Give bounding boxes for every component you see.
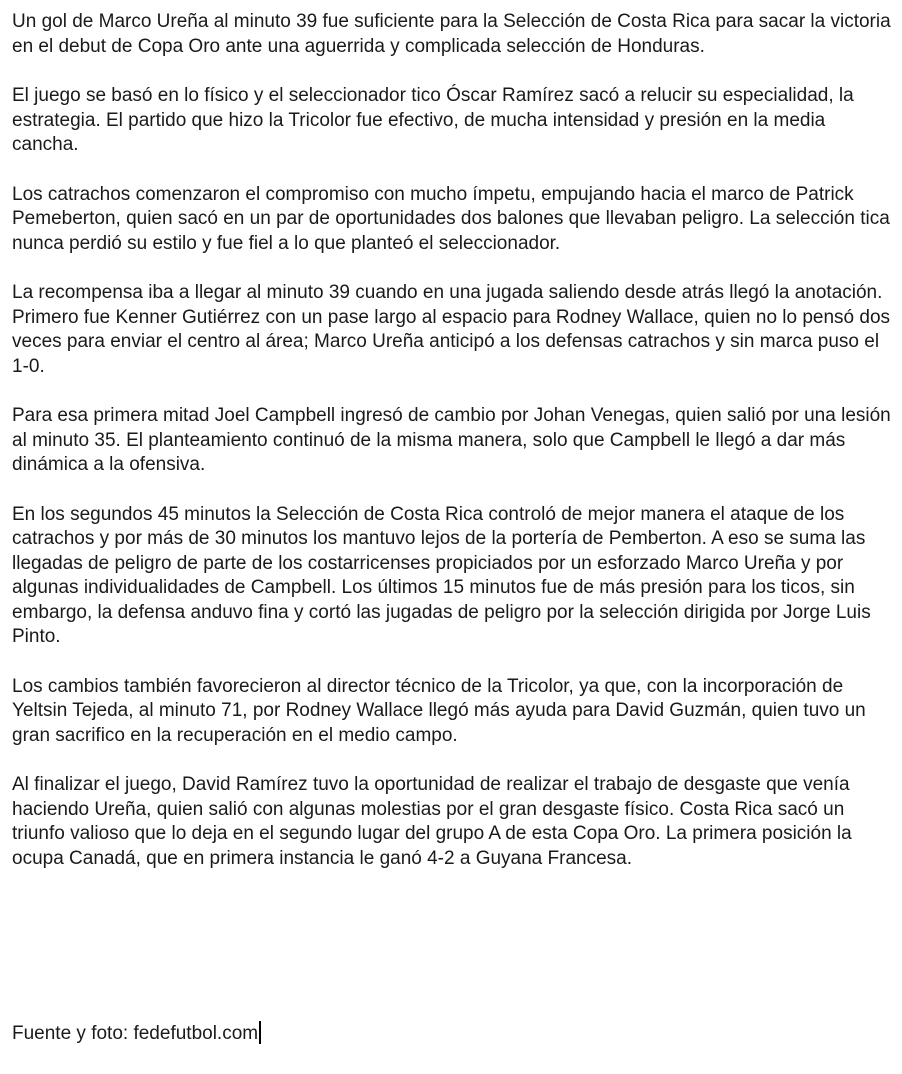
paragraph-2: El juego se basó en lo físico y el seleccionador tico Óscar Ramírez sacó a relucir su especialidad, la estrategia. El partido que hizo la Tricolor fue efectivo, de mucha intensidad y presión en la media cancha. bbox=[12, 85, 854, 155]
paragraph-7: Los cambios también favorecieron al director técnico de la Tricolor, ya que, con la incorporación de Yeltsin Tejeda, al minuto 71, por Rodney Wallace llegó más ayuda para David Guzmán, quien tuvo un gran sacrifico en la recuperación en el medio campo. bbox=[12, 675, 866, 746]
paragraph-1: Un gol de Marco Ureña al minuto 39 fue suficiente para la Selección de Costa Rica para sacar la victoria en el debut de Copa Oro ante una aguerrida y complicada selección de Honduras. bbox=[12, 11, 891, 57]
paragraph-6: En los segundos 45 minutos la Selección de Costa Rica controló de mejor manera el ataque de los catrachos y por más de 30 minutos los mantuvo lejos de la portería de Pemberton. A eso se suma las llegadas de peligro de parte de los costarricenses propiciados por un esforzado Marco Ureña y por algunas individualidades de Campbell. Los últimos 15 minutos fue de más presión para los ticos, sin embargo, la defensa anduvo fina y cortó las jugadas de peligro por la selección dirigida por Jorge Luis Pinto. bbox=[12, 503, 871, 647]
paragraph-5: Para esa primera mitad Joel Campbell ingresó de cambio por Johan Venegas, quien salió por una lesión al minuto 35. El planteamiento continuó de la misma manera, solo que Campbell le llegó a dar más dinámica a la ofensiva. bbox=[12, 405, 891, 475]
article-body[interactable] bbox=[12, 10, 896, 896]
paragraph-3: Los catrachos comenzaron el compromiso con mucho ímpetu, empujando hacia el marco de Patrick Pemeberton, quien sacó en un par de oportunidades dos balones que llevaban peligro. La selección tica nunca perdió su estilo y fue fiel a lo que planteó el seleccionador. bbox=[12, 183, 890, 254]
paragraph-8: Al finalizar el juego, David Ramírez tuvo la oportunidad de realizar el trabajo de desgaste que venía haciendo Ureña, quien salió con algunas molestias por el gran desgaste físico. Costa Rica sacó un triunfo valioso que lo deja en el segundo lugar del grupo A de esta Copa Oro. La primera posición la ocupa Canadá, que en primera instancia le ganó 4-2 a Guyana Francesa. bbox=[12, 774, 852, 869]
text-cursor bbox=[259, 1021, 261, 1044]
source-credit: Fuente y foto: fedefutbol.com bbox=[12, 1023, 259, 1044]
paragraph-4: La recompensa iba a llegar al minuto 39 cuando en una jugada saliendo desde atrás llegó la anotación. Primero fue Kenner Gutiérrez con un pase largo al espacio para Rodney Wallace, quien no lo pensó dos veces para enviar el centro al área; Marco Ureña anticipó a los defensas catrachos y sin marca puso el 1-0. bbox=[12, 282, 891, 377]
source-line[interactable] bbox=[12, 1021, 261, 1047]
